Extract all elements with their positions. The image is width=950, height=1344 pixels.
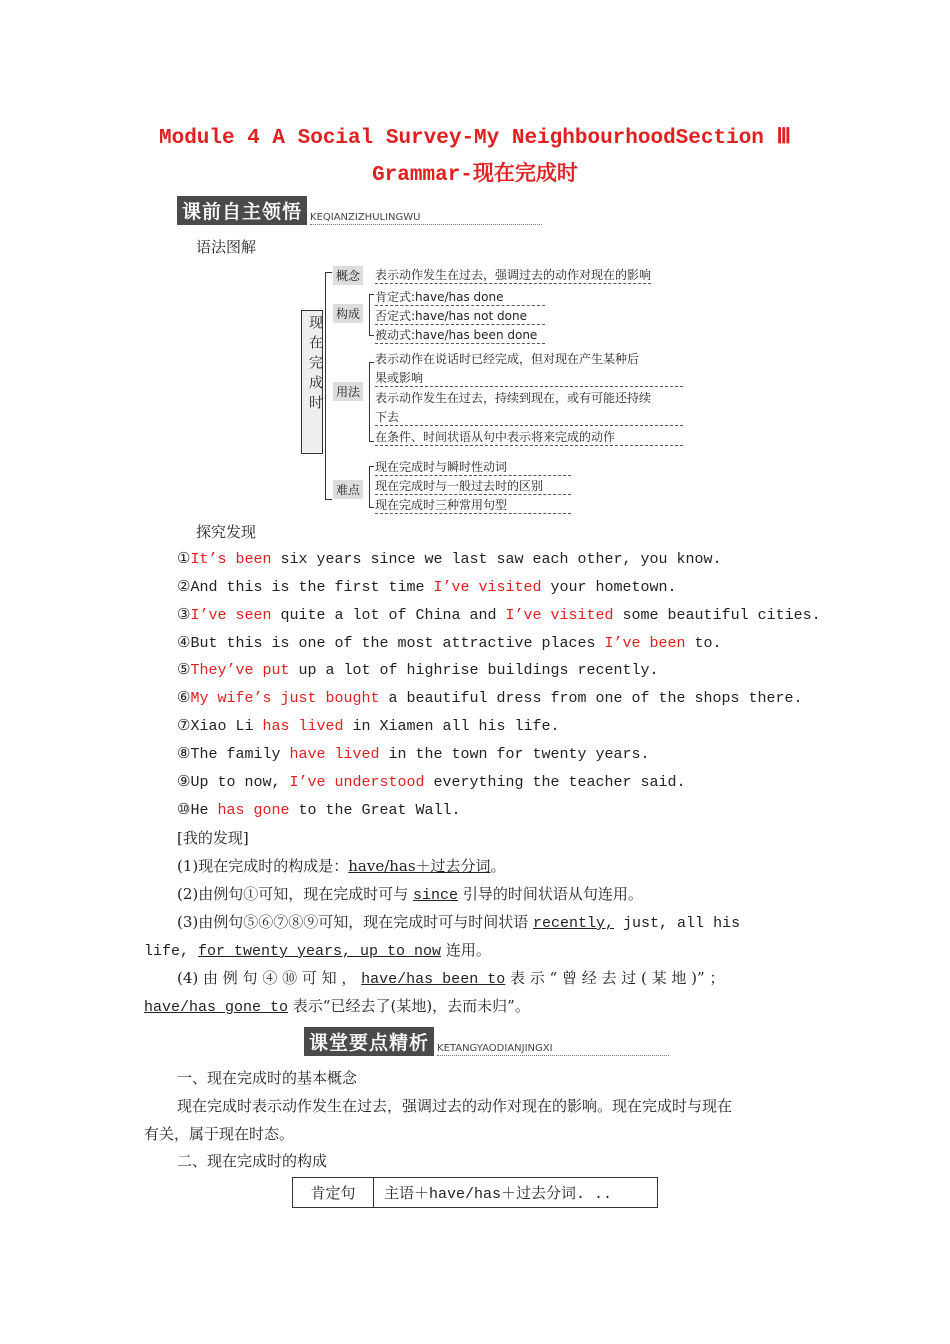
page-title-line1: Module 4 A Social Survey-My NeighbourhoodSection Ⅲ	[159, 127, 791, 150]
diagram-difficulty-bracket	[369, 466, 374, 508]
example-sentence: ④But this is one of the most attractive places I’ve been to.	[177, 635, 722, 652]
part1-body-cont: 有关，属于现在时态。	[144, 1125, 295, 1143]
diagram-form-label: 构成	[333, 304, 363, 323]
diagram-usage-2b: 下去	[375, 408, 683, 426]
explore-heading: 探究发现	[196, 523, 257, 541]
findings-heading: [我的发现]	[177, 829, 249, 847]
example-sentence: ⑧The family have lived in the town for twenty years.	[177, 746, 650, 763]
diagram-usage-3: 在条件、时间状语从句中表示将来完成的动作	[375, 428, 683, 446]
table-cell-form: 主语＋have/has＋过去分词. ..	[374, 1178, 658, 1208]
part1-body: 现在完成时表示动作发生在过去，强调过去的动作对现在的影响。现在完成时与现在	[177, 1097, 733, 1115]
structure-table	[292, 1177, 658, 1208]
section-banner-preview	[177, 196, 542, 225]
diagram-bracket	[325, 272, 332, 500]
banner-pinyin: KETANGYAODIANJINGXI	[437, 1043, 669, 1056]
example-sentence: ⑥My wife’s just bought a beautiful dress from one of the shops there.	[177, 690, 803, 707]
example-sentence: ⑩He has gone to the Great Wall.	[177, 802, 461, 819]
part2-heading: 二、现在完成时的构成	[177, 1152, 328, 1170]
diagram-concept-text: 表示动作发生在过去，强调过去的动作对现在的影响	[375, 268, 652, 282]
example-sentence: ⑤They’ve put up a lot of highrise buildings recently.	[177, 662, 659, 679]
banner-label: 课堂要点精析	[304, 1027, 434, 1056]
table-row	[293, 1178, 658, 1208]
grammar-diagram	[301, 262, 691, 517]
diagram-usage-label: 用法	[333, 382, 363, 401]
banner-pinyin: KEQIANZIZHULINGWU	[310, 212, 542, 225]
example-sentence: ⑨Up to now, I’ve understood everything the teacher said.	[177, 774, 686, 791]
diagram-form-bracket	[369, 294, 374, 336]
section-banner-analysis	[304, 1027, 669, 1056]
diagram-usage-1b: 果或影响	[375, 369, 683, 387]
diagram-usage-2a: 表示动作发生在过去，持续到现在，或有可能还持续	[375, 391, 652, 405]
diagram-form-3: 被动式:have/has been done	[375, 326, 545, 344]
finding-1: (1)现在完成时的构成是：have/has＋过去分词。	[177, 857, 506, 875]
finding-2: (2)由例句①可知，现在完成时可与 since 引导的时间状语从句连用。	[177, 885, 643, 904]
finding-4-cont: have/has gone to 表示“已经去了(某地)，去而未归”。	[144, 997, 530, 1016]
banner-label: 课前自主领悟	[177, 196, 307, 225]
diagram-form-1: 肯定式:have/has done	[375, 288, 545, 306]
diagram-difficulty-2: 现在完成时与一般过去时的区别	[375, 477, 571, 495]
diagram-form-2: 否定式:have/has not done	[375, 307, 545, 325]
finding-3: (3)由例句⑤⑥⑦⑧⑨可知，现在完成时可与时间状语 recently, just, all his	[177, 913, 741, 932]
finding-4: (4) 由 例 句 ④ ⑩ 可 知 ， have/has been to 表 示 “ 曾 经 去 过 ( 某 地 )” ；	[177, 969, 725, 988]
table-cell-type: 肯定句	[293, 1178, 374, 1208]
grammar-diagram-heading: 语法图解	[196, 238, 257, 256]
example-sentence: ③I’ve seen quite a lot of China and I’ve visited some beautiful cities.	[177, 607, 821, 624]
diagram-concept-label: 概念	[333, 266, 363, 285]
diagram-difficulty-1: 现在完成时与瞬时性动词	[375, 458, 571, 476]
example-sentence: ⑦Xiao Li has lived in Xiamen all his life.	[177, 718, 560, 735]
diagram-root: 现在完成时	[301, 310, 323, 454]
diagram-usage-bracket	[369, 362, 374, 442]
diagram-difficulty-3: 现在完成时三种常用句型	[375, 496, 571, 514]
finding-3-cont: life, for twenty years, up to now 连用。	[144, 941, 491, 960]
diagram-usage-1a: 表示动作在说话时已经完成，但对现在产生某种后	[375, 352, 640, 366]
diagram-difficulty-label: 难点	[333, 480, 363, 499]
page-title-line2: Grammar-现在完成时	[372, 164, 578, 187]
example-sentence: ①It’s been six years since we last saw each other, you know.	[177, 551, 722, 568]
example-sentence: ②And this is the first time I’ve visited your hometown.	[177, 579, 677, 596]
part1-heading: 一、现在完成时的基本概念	[177, 1069, 358, 1087]
